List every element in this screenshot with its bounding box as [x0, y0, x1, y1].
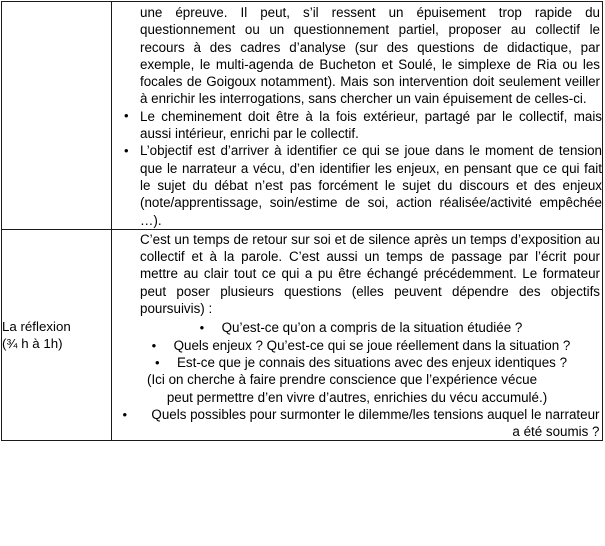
bullet-list-accompagnement [112, 108, 602, 229]
table-row [2, 229, 603, 441]
row-label-duration: (¾ h à 1h) [2, 336, 63, 352]
list-item-wrapper [115, 406, 600, 441]
table-row [2, 2, 603, 230]
list-item [112, 337, 602, 354]
note-line-1: (Ici on cherche à faire prendre conscience que l’expérience vécue [147, 372, 538, 388]
list-item [112, 406, 602, 441]
question-list-reflexion [112, 319, 602, 371]
list-item-text: • Est-ce que je connais des situations avec des enjeux identiques ? [147, 354, 567, 371]
row-label-cell-empty [2, 2, 112, 230]
document-page [0, 1, 605, 546]
paragraph-reflexion-intro: C’est un temps de retour sur soi et de silence après un temps d’exposition au collectif et à la parole. C’est aussi un temps de passage par l’écrit pour mettre au clair tout ce qui a pu être échangé précédemment. Le formateur peut poser plusieurs questions (elles peuvent dépendre des objectifs poursuivis) : [140, 231, 600, 317]
question-list-final [112, 406, 602, 441]
list-item-text: • Quels enjeux ? Qu’est-ce qui se joue réellement dans la situation ? [144, 337, 571, 354]
list-item-text-line1: Quels possibles pour surmonter le dilemme/les tensions auquel le [151, 406, 542, 422]
row-label-cell-reflexion [2, 229, 112, 441]
row-body-cell-reflexion [112, 229, 603, 441]
row-body-cell-accompagnement [112, 2, 603, 230]
table-body [2, 2, 603, 441]
list-item [112, 319, 602, 336]
paragraph-intro-continued: une épreuve. Il peut, s’il ressent un épuisement trop rapide du questionnement ou un questionnement partiel, proposer au collectif le recours à des cadres d’analyse (sur des questions de didactique, par exemple, le multi-agenda de Bucheton et Soulé, le simplexe de Ria ou les focales de Goigoux notamment). Mais son intervention doit seulement veiller à enrichir les interrogations, sans chercher un vain épuisement de celles-ci. [140, 5, 600, 107]
note-line-2: peut permettre d’en vivre d’autres, enrichies du vécu accumulé.) [166, 389, 548, 405]
row-label-title: La réflexion [2, 319, 71, 335]
document-table [1, 1, 603, 441]
list-item: • L’objectif est d’arriver à identifier ce qui se joue dans le moment de tension que le narrateur a vécu, d’en identifier les enjeux, en pensant que ce qui fait le sujet du débat n’est pas forcément le sujet du discours et des enjeux (note/apprentissage, soin/estime de soi, action réalisée/activité empêchée …). [112, 142, 602, 228]
list-item-text: • Qu’est-ce qu’on a compris de la situation étudiée ? [192, 319, 523, 336]
list-item: • Le cheminement doit être à la fois extérieur, partagé par le collectif, mais aussi intérieur, enrichi par le collectif. [112, 108, 602, 143]
list-item-text-line2: narrateur a été soumis ? [512, 406, 600, 440]
list-item [112, 354, 602, 371]
